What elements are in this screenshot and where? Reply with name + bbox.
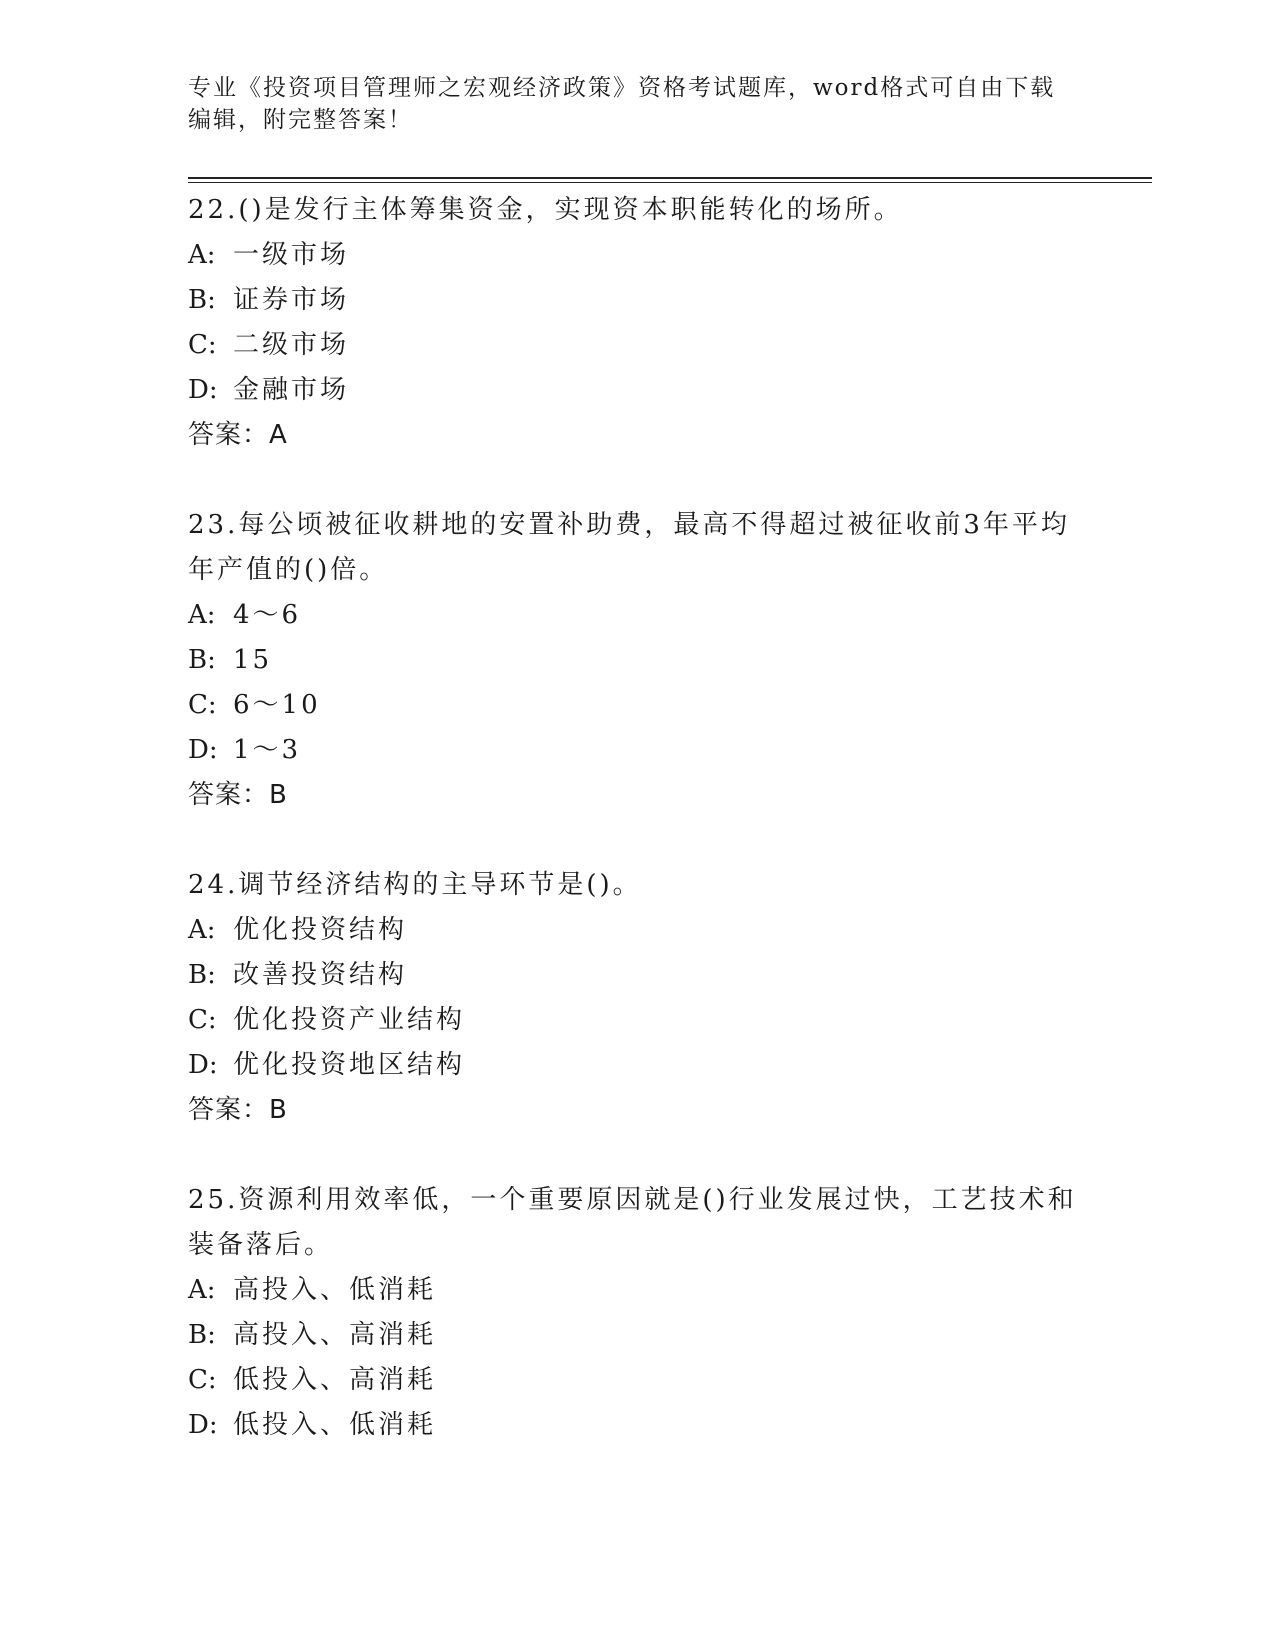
option-letter: A: — [188, 600, 216, 630]
option-letter: D: — [188, 1050, 218, 1080]
option-text: 二级市场 — [233, 330, 350, 360]
document-header: 专业《投资项目管理师之宏观经济政策》资格考试题库，word格式可自由下载编辑，附完整答案！ — [188, 75, 1056, 133]
option-c — [188, 323, 1088, 368]
option-a — [188, 593, 1088, 638]
option-a — [188, 908, 1088, 953]
option-letter: C: — [188, 1005, 217, 1035]
header-divider-thick — [188, 177, 1152, 179]
option-text: 6～10 — [233, 690, 321, 720]
option-text: 低投入、低消耗 — [233, 1410, 437, 1440]
option-letter: C: — [188, 1365, 217, 1395]
option-letter: D: — [188, 735, 218, 765]
option-b — [188, 638, 1088, 683]
option-d — [188, 368, 1088, 413]
option-text: 4～6 — [233, 600, 302, 630]
question-list — [188, 188, 1088, 1493]
answer-line: 答案：B — [188, 780, 288, 810]
question-25 — [188, 1178, 1088, 1448]
option-letter: C: — [188, 330, 217, 360]
question-stem: 23.每公顷被征收耕地的安置补助费，最高不得超过被征收前3年平均年产值的()倍。 — [188, 510, 1070, 585]
option-text: 高投入、高消耗 — [233, 1320, 437, 1350]
option-text: 低投入、高消耗 — [233, 1365, 437, 1395]
option-b — [188, 953, 1088, 998]
option-c — [188, 998, 1088, 1043]
question-stem: 24.调节经济结构的主导环节是()。 — [188, 870, 642, 900]
question-stem: 22.()是发行主体筹集资金，实现资本职能转化的场所。 — [188, 195, 903, 225]
question-22 — [188, 188, 1088, 458]
option-text: 15 — [233, 645, 273, 675]
option-c — [188, 1358, 1088, 1403]
question-23 — [188, 503, 1088, 818]
option-text: 证券市场 — [233, 285, 350, 315]
question-stem: 25.资源利用效率低，一个重要原因就是()行业发展过快，工艺技术和装备落后。 — [188, 1185, 1077, 1260]
option-c — [188, 683, 1088, 728]
option-text: 优化投资结构 — [233, 915, 408, 945]
option-d — [188, 1403, 1088, 1448]
option-letter: D: — [188, 375, 218, 405]
option-letter: B: — [188, 285, 216, 315]
option-text: 1～3 — [233, 735, 302, 765]
option-letter: B: — [188, 1320, 216, 1350]
option-letter: D: — [188, 1410, 218, 1440]
option-a — [188, 233, 1088, 278]
option-text: 改善投资结构 — [233, 960, 408, 990]
option-d — [188, 728, 1088, 773]
option-letter: B: — [188, 960, 216, 990]
option-b — [188, 1313, 1088, 1358]
option-letter: A: — [188, 240, 216, 270]
option-b — [188, 278, 1088, 323]
option-a — [188, 1268, 1088, 1313]
option-letter: A: — [188, 1275, 216, 1305]
header-divider-thin — [188, 182, 1152, 183]
option-letter: B: — [188, 645, 216, 675]
option-text: 高投入、低消耗 — [233, 1275, 437, 1305]
option-text: 一级市场 — [233, 240, 350, 270]
question-24 — [188, 863, 1088, 1133]
option-letter: A: — [188, 915, 216, 945]
option-d — [188, 1043, 1088, 1088]
answer-line: 答案：A — [188, 420, 288, 450]
option-text: 金融市场 — [233, 375, 350, 405]
option-text: 优化投资产业结构 — [233, 1005, 466, 1035]
answer-line: 答案：B — [188, 1095, 288, 1125]
option-text: 优化投资地区结构 — [233, 1050, 466, 1080]
option-letter: C: — [188, 690, 217, 720]
